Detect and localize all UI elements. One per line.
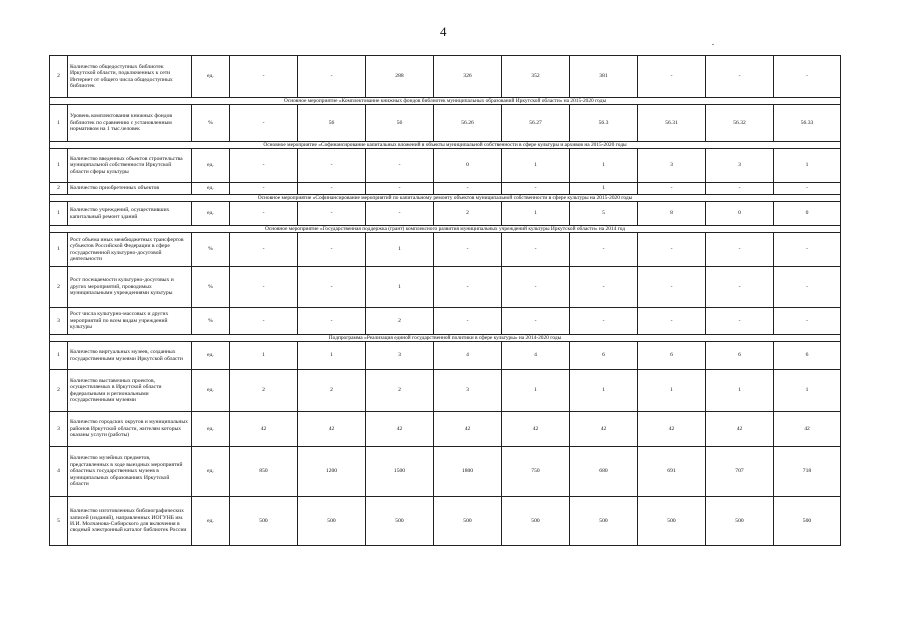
value-cell: 42 bbox=[774, 412, 841, 447]
value-cell: - bbox=[706, 56, 774, 98]
table-row bbox=[50, 149, 841, 183]
section-row bbox=[50, 142, 841, 149]
value-cell: - bbox=[774, 308, 841, 335]
value-cell: - bbox=[298, 202, 366, 226]
value-cell: 500 bbox=[502, 497, 570, 546]
value-cell: 2 bbox=[230, 370, 298, 412]
value-cell: - bbox=[502, 183, 570, 195]
value-cell: 42 bbox=[706, 412, 774, 447]
section-title: Основное мероприятие «Комплектование книжных фондов библиотек муниципальных образований Иркутской области» на 2015-2020 годы bbox=[50, 98, 841, 105]
value-cell: - bbox=[774, 183, 841, 195]
value-cell: - bbox=[638, 233, 706, 267]
value-cell: - bbox=[434, 233, 502, 267]
value-cell: - bbox=[298, 149, 366, 183]
section-row bbox=[50, 226, 841, 233]
row-number: 1 bbox=[50, 105, 68, 142]
indicator-name: Уровень комплектования книжных фондов библиотек по сравнению с установленным нормативом на 1 тыс.человек bbox=[68, 105, 192, 142]
value-cell: 4 bbox=[502, 342, 570, 370]
value-cell: 2 bbox=[366, 370, 434, 412]
value-cell: - bbox=[706, 233, 774, 267]
value-cell: 1 bbox=[502, 149, 570, 183]
row-number: 1 bbox=[50, 342, 68, 370]
unit-cell: ед. bbox=[192, 183, 230, 195]
value-cell: - bbox=[298, 183, 366, 195]
indicators-table bbox=[49, 55, 841, 546]
value-cell: 500 bbox=[230, 497, 298, 546]
value-cell: 42 bbox=[366, 412, 434, 447]
value-cell: 1 bbox=[366, 267, 434, 308]
value-cell: 1 bbox=[774, 370, 841, 412]
value-cell: 500 bbox=[298, 497, 366, 546]
value-cell: 42 bbox=[638, 412, 706, 447]
table-row bbox=[50, 183, 841, 195]
value-cell: 1 bbox=[230, 342, 298, 370]
value-cell: - bbox=[502, 233, 570, 267]
section-title: Основное мероприятие «Государственная поддержка (грант) комплексного развития муниципальных учреждений культуры Иркутской области» на 2014 год bbox=[50, 226, 841, 233]
value-cell: - bbox=[230, 56, 298, 98]
value-cell: 352 bbox=[502, 56, 570, 98]
value-cell: 56.32 bbox=[706, 105, 774, 142]
value-cell: 6 bbox=[638, 342, 706, 370]
value-cell: 1 bbox=[502, 370, 570, 412]
table-row bbox=[50, 497, 841, 546]
value-cell: - bbox=[230, 308, 298, 335]
value-cell: 1800 bbox=[434, 447, 502, 497]
value-cell: - bbox=[774, 267, 841, 308]
value-cell: 42 bbox=[502, 412, 570, 447]
section-row bbox=[50, 195, 841, 202]
value-cell: 1 bbox=[638, 370, 706, 412]
value-cell: 1200 bbox=[298, 447, 366, 497]
unit-cell: ед. bbox=[192, 149, 230, 183]
value-cell: - bbox=[230, 233, 298, 267]
value-cell: 1 bbox=[570, 183, 638, 195]
unit-cell: % bbox=[192, 308, 230, 335]
table-row bbox=[50, 447, 841, 497]
section-row bbox=[50, 98, 841, 105]
value-cell: 2 bbox=[366, 308, 434, 335]
value-cell: 4 bbox=[434, 342, 502, 370]
value-cell: - bbox=[434, 267, 502, 308]
value-cell: 6 bbox=[774, 342, 841, 370]
value-cell: 750 bbox=[502, 447, 570, 497]
value-cell: - bbox=[366, 202, 434, 226]
value-cell: 500 bbox=[706, 497, 774, 546]
table-row bbox=[50, 202, 841, 226]
value-cell: - bbox=[570, 308, 638, 335]
indicator-name: Количество выставочных проектов, осуществляемых в Иркутской области федеральными и региональными государственными музеями bbox=[68, 370, 192, 412]
value-cell: 718 bbox=[774, 447, 841, 497]
table-row bbox=[50, 370, 841, 412]
row-number: 2 bbox=[50, 370, 68, 412]
value-cell: 691 bbox=[638, 447, 706, 497]
row-number: 2 bbox=[50, 267, 68, 308]
value-cell: 3 bbox=[366, 342, 434, 370]
table-row bbox=[50, 267, 841, 308]
value-cell: 56.33 bbox=[774, 105, 841, 142]
unit-cell: ед. bbox=[192, 56, 230, 98]
value-cell: 3 bbox=[434, 370, 502, 412]
value-cell: - bbox=[298, 308, 366, 335]
value-cell: - bbox=[706, 267, 774, 308]
value-cell: 56.31 bbox=[638, 105, 706, 142]
value-cell: - bbox=[638, 267, 706, 308]
value-cell: 0 bbox=[706, 202, 774, 226]
value-cell: - bbox=[298, 56, 366, 98]
value-cell: 680 bbox=[570, 447, 638, 497]
section-title: Основное мероприятие «Софинансирование капитальных вложений в объекты муниципальной собственности в сфере культуры и архивов на 2015-2020 годы bbox=[50, 142, 841, 149]
section-title: Подпрограмма «Реализация единой государственной политики в сфере культуры» на 2014-2020 годы bbox=[50, 335, 841, 342]
value-cell: - bbox=[230, 267, 298, 308]
unit-cell: ед. bbox=[192, 342, 230, 370]
table-row bbox=[50, 56, 841, 98]
value-cell: 3 bbox=[706, 149, 774, 183]
value-cell: - bbox=[638, 308, 706, 335]
value-cell: 8 bbox=[638, 202, 706, 226]
row-number: 2 bbox=[50, 56, 68, 98]
value-cell: - bbox=[230, 202, 298, 226]
value-cell: 56.27 bbox=[502, 105, 570, 142]
value-cell: 1500 bbox=[366, 447, 434, 497]
unit-cell: ед. bbox=[192, 447, 230, 497]
value-cell: 42 bbox=[298, 412, 366, 447]
scan-speck bbox=[712, 44, 714, 45]
indicator-name: Рост числа культурно-массовых и других мероприятий по всем видам учреждений культуры bbox=[68, 308, 192, 335]
value-cell: - bbox=[366, 149, 434, 183]
value-cell: 850 bbox=[230, 447, 298, 497]
value-cell: - bbox=[570, 233, 638, 267]
value-cell: 288 bbox=[366, 56, 434, 98]
value-cell: 42 bbox=[230, 412, 298, 447]
value-cell: - bbox=[706, 183, 774, 195]
value-cell: - bbox=[434, 308, 502, 335]
indicator-name: Количество изготовленных библиографических записей (изданий), направленных ИОГУНБ им. И.И. Молчанова-Сибирского для включения в сводный электронный каталог библиотек России bbox=[68, 497, 192, 546]
row-number: 1 bbox=[50, 149, 68, 183]
section-row bbox=[50, 335, 841, 342]
value-cell: 3 bbox=[638, 149, 706, 183]
row-number: 5 bbox=[50, 497, 68, 546]
value-cell: 381 bbox=[570, 56, 638, 98]
value-cell: 2 bbox=[434, 202, 502, 226]
value-cell: 56 bbox=[366, 105, 434, 142]
value-cell: 56.26 bbox=[434, 105, 502, 142]
value-cell: 56 bbox=[298, 105, 366, 142]
value-cell: - bbox=[230, 105, 298, 142]
value-cell: 5 bbox=[570, 202, 638, 226]
row-number: 1 bbox=[50, 233, 68, 267]
value-cell: 500 bbox=[366, 497, 434, 546]
value-cell: 6 bbox=[570, 342, 638, 370]
indicator-name: Количество учреждений, осуществивших капитальный ремонт зданий bbox=[68, 202, 192, 226]
value-cell: - bbox=[298, 267, 366, 308]
unit-cell: ед. bbox=[192, 370, 230, 412]
value-cell: - bbox=[230, 183, 298, 195]
unit-cell: % bbox=[192, 267, 230, 308]
unit-cell: % bbox=[192, 105, 230, 142]
table-row bbox=[50, 233, 841, 267]
value-cell: 6 bbox=[706, 342, 774, 370]
indicator-name: Количество виртуальных музеев, созданных государственными музеями Иркутской области bbox=[68, 342, 192, 370]
row-number: 4 bbox=[50, 447, 68, 497]
row-number: 2 bbox=[50, 183, 68, 195]
indicator-name: Количество введенных объектов строительства муниципальной собственности Иркутской области сферы культуры bbox=[68, 149, 192, 183]
indicator-name: Количество городских округов и муниципальных районов Иркутской области, жителям которых оказаны услуги (работы) bbox=[68, 412, 192, 447]
value-cell: - bbox=[638, 56, 706, 98]
table-row bbox=[50, 412, 841, 447]
table-row bbox=[50, 342, 841, 370]
value-cell: 42 bbox=[434, 412, 502, 447]
row-number: 3 bbox=[50, 308, 68, 335]
value-cell: 1 bbox=[774, 149, 841, 183]
unit-cell: ед. bbox=[192, 497, 230, 546]
value-cell: 56.3 bbox=[570, 105, 638, 142]
value-cell: 2 bbox=[298, 370, 366, 412]
indicator-name: Количество музейных предметов, представленных в ходе выездных мероприятий областных государственных музеев в муниципальных образованиях Иркутской области bbox=[68, 447, 192, 497]
value-cell: 500 bbox=[774, 497, 841, 546]
value-cell: 500 bbox=[434, 497, 502, 546]
value-cell: - bbox=[638, 183, 706, 195]
value-cell: - bbox=[230, 149, 298, 183]
value-cell: - bbox=[706, 308, 774, 335]
value-cell: - bbox=[774, 56, 841, 98]
unit-cell: ед. bbox=[192, 412, 230, 447]
value-cell: 42 bbox=[570, 412, 638, 447]
value-cell: 1 bbox=[570, 370, 638, 412]
value-cell: - bbox=[434, 183, 502, 195]
value-cell: - bbox=[366, 183, 434, 195]
value-cell: - bbox=[774, 233, 841, 267]
unit-cell: % bbox=[192, 233, 230, 267]
value-cell: 0 bbox=[434, 149, 502, 183]
value-cell: 326 bbox=[434, 56, 502, 98]
value-cell: 1 bbox=[570, 149, 638, 183]
value-cell: - bbox=[502, 308, 570, 335]
unit-cell: ед. bbox=[192, 202, 230, 226]
row-number: 1 bbox=[50, 202, 68, 226]
indicator-name: Количество общедоступных библиотек Иркутской области, подключенных к сети Интернет от общего числа общедоступных библиотек bbox=[68, 56, 192, 98]
row-number: 3 bbox=[50, 412, 68, 447]
value-cell: 1 bbox=[366, 233, 434, 267]
table-row bbox=[50, 105, 841, 142]
value-cell: - bbox=[570, 267, 638, 308]
indicator-name: Количество приобретенных объектов bbox=[68, 183, 192, 195]
value-cell: 1 bbox=[502, 202, 570, 226]
value-cell: 1 bbox=[706, 370, 774, 412]
value-cell: - bbox=[502, 267, 570, 308]
value-cell: 707 bbox=[706, 447, 774, 497]
indicator-name: Рост объема иных межбюджетных трансфертов субъектов Российской Федерации в сфере государственной культурно-досуговой деятельности bbox=[68, 233, 192, 267]
value-cell: 500 bbox=[638, 497, 706, 546]
value-cell: 500 bbox=[570, 497, 638, 546]
value-cell: 0 bbox=[774, 202, 841, 226]
value-cell: 1 bbox=[298, 342, 366, 370]
page-number: 4 bbox=[440, 24, 447, 39]
section-title: Основное мероприятие «Софинансирование мероприятий по капитальному ремонту объектов муниципальной собственности в сфере культуры на 2015-2020 годы bbox=[50, 195, 841, 202]
value-cell: - bbox=[298, 233, 366, 267]
table-row bbox=[50, 308, 841, 335]
indicator-name: Рост посещаемости культурно-досуговых и других мероприятий, проводимых муниципальными учреждениями культуры bbox=[68, 267, 192, 308]
